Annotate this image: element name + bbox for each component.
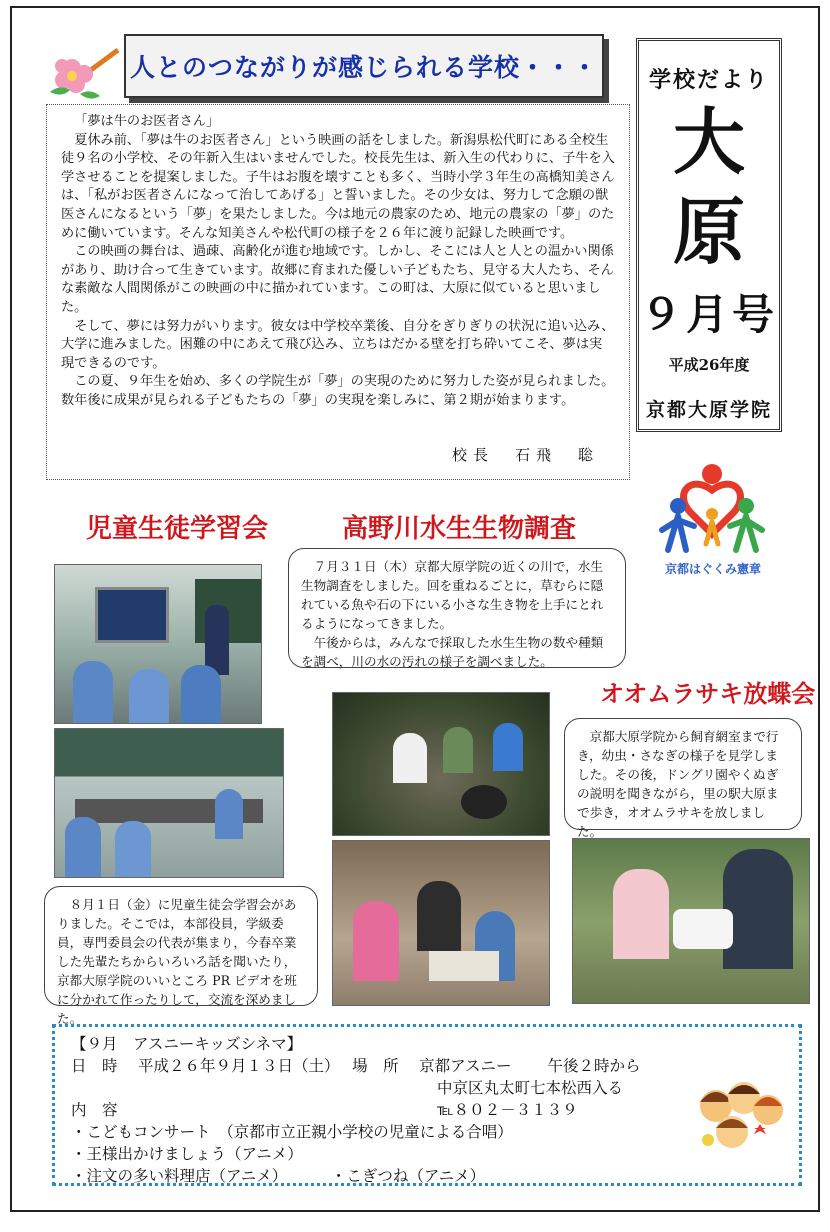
hagukumi-badge — [650, 460, 776, 576]
river-section-title: 高野川水生生物調査 — [342, 514, 577, 544]
letter-paragraph: そして、夢には努力がいります。彼女は中学校卒業後、自分をぎりぎりの状況に追い込み、大学に進みました。困難の中にあえて飛び込み、立ちはだかる壁を打ち砕いてこそ、夢は実現できるのです。 — [61, 318, 615, 371]
masthead-year: 平成26年度 — [668, 356, 750, 374]
letter-title: 「夢は牛のお医者さん」 — [74, 114, 220, 129]
masthead-char-2: 原 — [672, 189, 745, 274]
cinema-item: ・王様出かけましょう（アニメ） — [71, 1145, 303, 1163]
photo-river-survey-2 — [332, 840, 550, 1006]
cinema-tel: ℡８０２－３１３９ — [437, 1101, 578, 1119]
badge-label: 京都はぐくみ憲章 — [664, 562, 761, 576]
masthead-char-1: 大 — [672, 99, 745, 184]
cinema-place-label: 場 所 — [352, 1057, 399, 1075]
cinema-item: ・こぎつね（アニメ） — [330, 1167, 486, 1185]
children-illustration-icon — [692, 1076, 788, 1160]
cinema-item: ・こどもコンサート （京都市立正親小学校の児童による合唱） — [71, 1123, 513, 1141]
cinema-address: 中京区丸太町七本松西入る — [437, 1079, 624, 1097]
principal-letter — [46, 104, 630, 480]
river-text-box — [288, 548, 626, 668]
butterfly-text-box — [564, 718, 802, 839]
letter-paragraph: この映画の舞台は、過疎、高齢化が進む地域です。しかし、そこには人と人との温かい関係があり、助け合って生きています。故郷に育まれた優しい子どもたち、見守る大人たち、そんな素敵な人間関係がこの映画の中に描かれています。この町は、大原に似ていると思いました。 — [61, 244, 614, 315]
cinema-place: 京都アスニー — [419, 1057, 512, 1075]
masthead-subtitle: 学校だより — [648, 67, 769, 93]
kids-cinema-box — [52, 1024, 802, 1186]
cinema-date: 平成２６年９月１３日（土） — [137, 1057, 332, 1075]
butterfly-paragraph: 京都大原学院から飼育網室まで行き，幼虫・さなぎの様子を見学しました。その後，ドングリ園やくぬぎの説明を聞きながら，里の駅大原まで歩き，オオムラサキを放しました。 — [577, 729, 779, 839]
study-paragraph: ８月１日（金）に児童生徒会学習会がありました。そこでは，本部役員，学級委員，専門委員会の代表が集まり，今春卒業した先輩たちからいろいろ話を聞いたり，京都大原学院のいいところ PR ビデオを班に分かれて作ったりして，交流を深めました。 — [57, 897, 297, 1026]
header-banner — [124, 34, 604, 98]
cinema-heading: 【９月 アスニーキッズシネマ】 — [71, 1035, 303, 1053]
flower-icon — [40, 48, 120, 108]
letter-paragraph: 夏休み前、「夢は牛のお医者さん」という映画の話をしました。新潟県松代町にある全校生徒９名の小学校、その年新入生はいませんでした。校長先生は、新入生の代わりに、子牛を入学させることを提案しました。子牛はお腹を壊すことも多く、当時小学３年生の高橋知美さんは、「私がお医者さんになって治してあげる」と誓いました。その少女は、努力して念願の獣医さんになるという「夢」を果たしました。今は地元の農家のため、地元の農家の「夢」のために働いています。そんな知美さんや松代町の様子を２６年に渡り記録した映画です。 — [61, 132, 615, 241]
family-logo-icon — [650, 460, 776, 554]
study-section-title: 児童生徒学習会 — [86, 514, 269, 544]
newsletter-page — [10, 6, 820, 1212]
cinema-datetime-label: 日 時 — [71, 1057, 118, 1075]
photo-butterfly-release — [572, 838, 810, 1004]
study-text-box — [44, 886, 318, 1026]
butterfly-section-title: オオムラサキ放蝶会 — [600, 680, 816, 708]
masthead-issue: ９月号 — [639, 290, 778, 339]
river-paragraph: 午後からは，みんなで採取した水生生物の数や種類を調べ，川の水の汚れの様子を調べました。 — [301, 635, 604, 669]
banner-title: 人とのつながりが感じられる学校・・・ — [129, 53, 598, 82]
river-paragraph: ７月３１日（木）京都大原学院の近くの川で，水生生物調査をしました。回を重ねるごとに，草むらに隠れている魚や石の下にいる小さな生き物を上手にとれるようになってきました。 — [301, 559, 604, 631]
cinema-datetime-row — [71, 1055, 783, 1077]
letter-paragraph: この夏、９年生を始め、多くの学院生が「夢」の実現のために努力した姿が見られました。数年後に成果が見られる子どもたちの「夢」の実現を楽しみに、第２期が始まります。 — [61, 374, 615, 408]
masthead-school: 京都大原学院 — [645, 399, 772, 421]
cinema-time: 午後２時から — [547, 1057, 641, 1075]
cinema-content-label: 内 容 — [71, 1101, 118, 1119]
photo-study-session-2 — [54, 728, 284, 878]
photo-study-session-1 — [54, 564, 262, 724]
cinema-item: ・注文の多い料理店（アニメ） — [71, 1167, 280, 1185]
photo-river-survey-1 — [332, 692, 550, 836]
masthead — [636, 38, 782, 432]
letter-signature: 校長 石飛 聡 — [451, 446, 599, 465]
